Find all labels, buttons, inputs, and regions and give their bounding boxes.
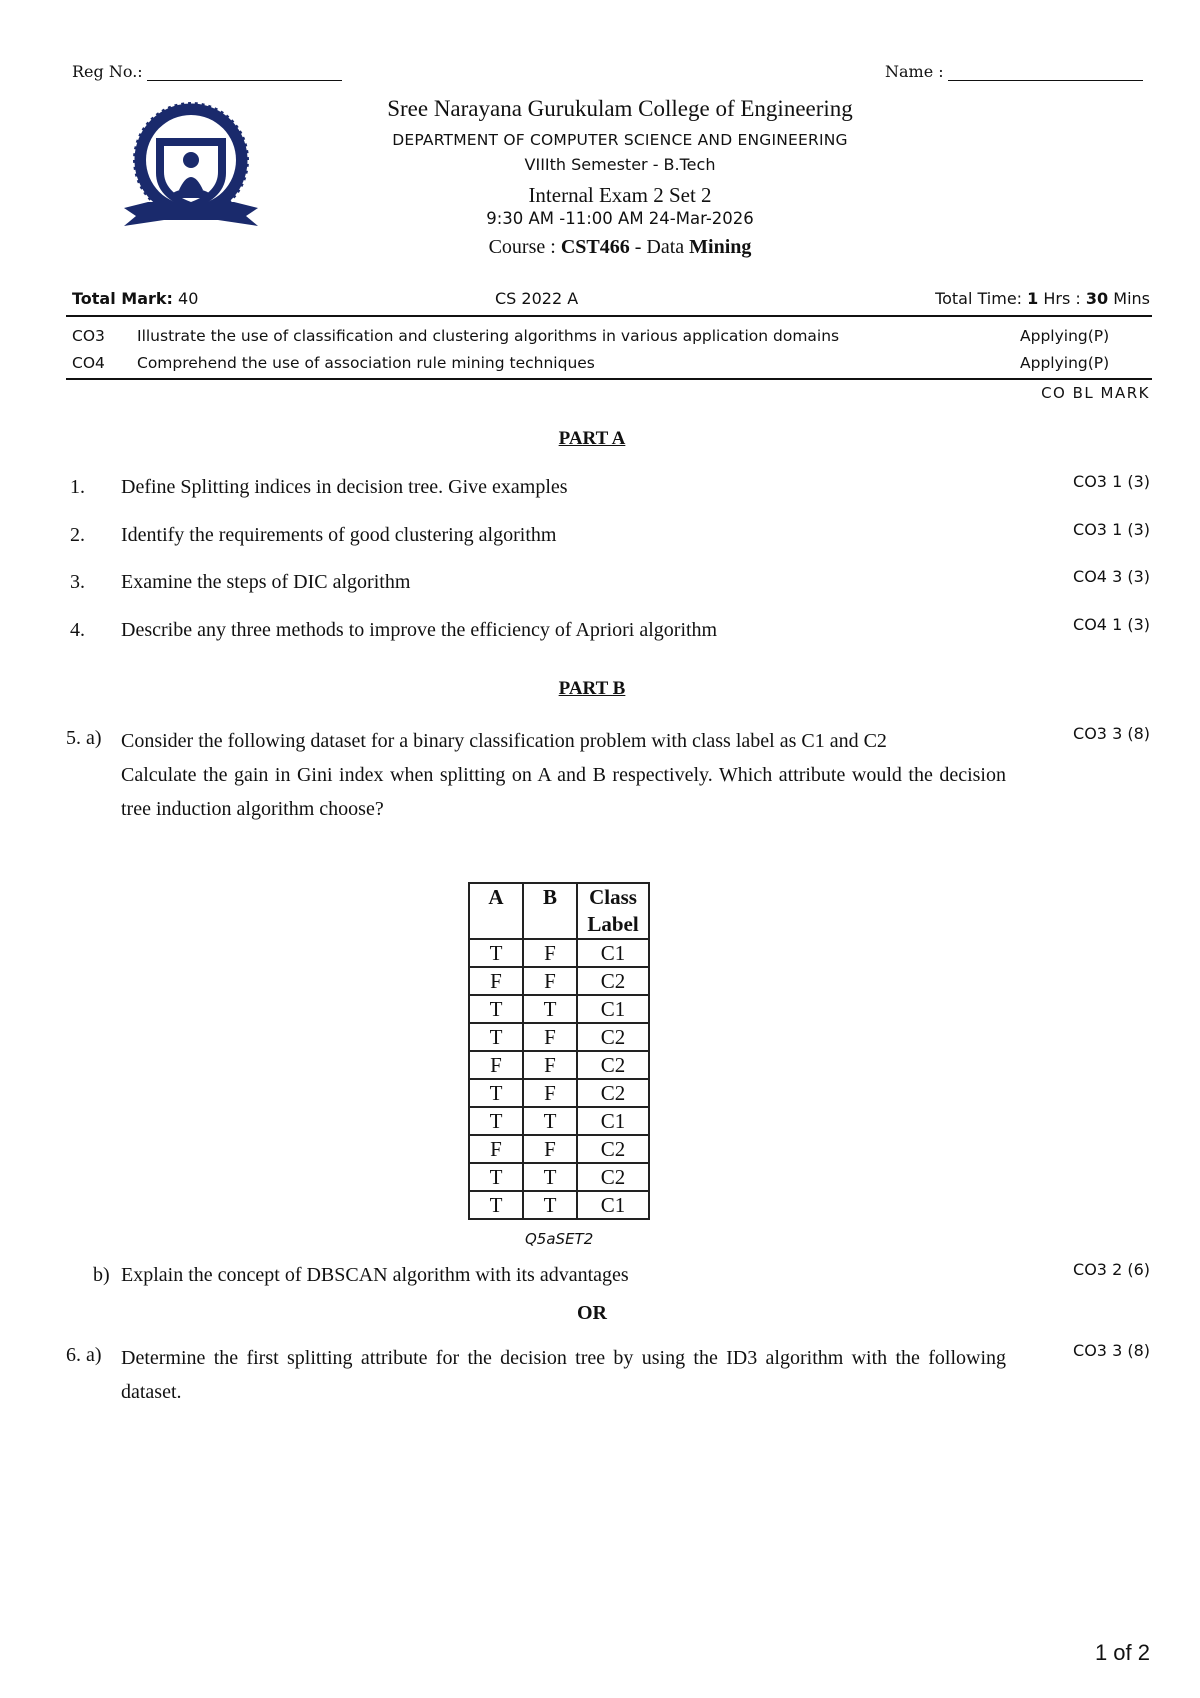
table-cell: C1	[577, 995, 649, 1023]
question-number: 4.	[70, 619, 85, 641]
total-time	[935, 289, 1150, 308]
table-cell: F	[469, 967, 523, 995]
question-number: 2.	[70, 524, 85, 546]
table-cell: T	[523, 1191, 577, 1219]
table-cell: F	[523, 967, 577, 995]
table-cell: T	[469, 1079, 523, 1107]
table-cell: C1	[577, 1191, 649, 1219]
table-row	[469, 1051, 649, 1079]
co-id: CO3	[72, 327, 105, 345]
semester: VIIIth Semester - B.Tech	[524, 155, 716, 174]
question-text: Explain the concept of DBSCAN algorithm with its advantages	[121, 1264, 629, 1286]
table-row	[469, 1023, 649, 1051]
college-name: Sree Narayana Gurukulam College of Engineering	[387, 96, 853, 121]
table-row	[469, 1163, 649, 1191]
table-cell: T	[469, 1163, 523, 1191]
table-header-cell: A	[469, 883, 523, 939]
question-text-line: Calculate the gain in Gini index when splitting on A and B respectively. Which attribute would the decision tree induction algorithm choose?	[121, 764, 1006, 820]
total-mark-value: 40	[178, 289, 199, 308]
total-mark-label: Total Mark:	[72, 289, 173, 308]
co-id: CO4	[72, 354, 105, 372]
department-name: DEPARTMENT OF COMPUTER SCIENCE AND ENGINEERING	[392, 131, 848, 149]
table-cell: C2	[577, 1135, 649, 1163]
question-number: 1.	[70, 476, 85, 498]
reg-no-blank	[147, 64, 342, 81]
total-mark	[72, 289, 198, 308]
table-row	[469, 1191, 649, 1219]
table-row	[469, 1135, 649, 1163]
reg-no-label: Reg No.:	[72, 62, 143, 81]
total-time-label: Total Time:	[935, 289, 1023, 308]
question-text: Define Splitting indices in decision tree. Give examples	[121, 476, 568, 498]
question-text: Determine the first splitting attribute for the decision tree by using the ID3 algorithm with the following dataset.	[121, 1347, 1006, 1403]
table-cell: F	[469, 1051, 523, 1079]
question-text-line: Consider the following dataset for a binary classification problem with class label as C1 and C2	[121, 730, 887, 752]
table-cell: F	[469, 1135, 523, 1163]
question-mark: CO4 3 (3)	[1073, 567, 1150, 586]
table-cell: T	[469, 939, 523, 967]
table-row	[469, 939, 649, 967]
or-separator: OR	[577, 1302, 607, 1324]
question-mark: CO4 1 (3)	[1073, 615, 1150, 634]
batch: CS 2022 A	[495, 289, 579, 308]
table-cell: T	[523, 1163, 577, 1191]
exam-title: Internal Exam 2 Set 2	[528, 183, 712, 207]
table-row	[469, 995, 649, 1023]
course-title-bold: Mining	[689, 236, 752, 258]
question-mark: CO3 3 (8)	[1073, 724, 1150, 743]
table-header-cell: Class Label	[577, 883, 649, 939]
table-cell: F	[523, 1079, 577, 1107]
name-field	[885, 62, 1143, 81]
divider-co	[66, 378, 1152, 380]
page-number: 1 of 2	[1094, 1640, 1150, 1665]
question-mark: CO3 1 (3)	[1073, 472, 1150, 491]
table-cell: C2	[577, 1079, 649, 1107]
name-blank	[948, 64, 1143, 81]
part-b-title: PART B	[558, 678, 626, 699]
table-cell: F	[523, 1051, 577, 1079]
divider-top	[66, 315, 1152, 317]
question-mark: CO3 1 (3)	[1073, 520, 1150, 539]
total-time-mins-label: Mins	[1113, 289, 1150, 308]
table-cell: T	[469, 1023, 523, 1051]
course-title: - Data	[629, 236, 690, 258]
table-cell: T	[469, 1107, 523, 1135]
question-number: b)	[93, 1264, 110, 1286]
co-level: Applying(P)	[1020, 327, 1110, 345]
table-row	[469, 1079, 649, 1107]
exam-timing: 9:30 AM -11:00 AM 24-Mar-2026	[486, 209, 754, 228]
total-time-hrs-label: Hrs :	[1043, 289, 1081, 308]
question-number: 6. a)	[66, 1344, 102, 1366]
table-cell: F	[523, 1023, 577, 1051]
table-cell: T	[523, 1107, 577, 1135]
table-cell: C1	[577, 1107, 649, 1135]
course-label: Course :	[488, 236, 556, 258]
part-a-title: PART A	[558, 428, 626, 449]
table-header-row	[469, 883, 649, 939]
total-time-mins: 30	[1085, 289, 1109, 308]
question-text: Identify the requirements of good clustering algorithm	[121, 524, 557, 546]
question-mark: CO3 2 (6)	[1073, 1260, 1150, 1279]
name-label: Name :	[885, 62, 944, 81]
table-cell: T	[469, 1191, 523, 1219]
question-number: 3.	[70, 571, 85, 593]
question-mark: CO3 3 (8)	[1073, 1341, 1150, 1360]
co-desc: Illustrate the use of classification and clustering algorithms in various application domains	[137, 327, 840, 345]
dataset-table	[468, 882, 650, 1220]
table-row	[469, 1107, 649, 1135]
table-caption: Q5aSET2	[525, 1230, 594, 1248]
table-cell: C1	[577, 939, 649, 967]
question-text: Examine the steps of DIC algorithm	[121, 571, 411, 593]
co-level: Applying(P)	[1020, 354, 1110, 372]
table-header-cell: B	[523, 883, 577, 939]
co-desc: Comprehend the use of association rule mining techniques	[137, 354, 595, 372]
question-text: Describe any three methods to improve the efficiency of Apriori algorithm	[121, 619, 718, 641]
table-row	[469, 967, 649, 995]
reg-no-field	[72, 62, 342, 81]
course-code: CST466	[560, 236, 630, 258]
table-cell: C2	[577, 1051, 649, 1079]
table-cell: F	[523, 1135, 577, 1163]
table-cell: C2	[577, 967, 649, 995]
table-cell: F	[523, 939, 577, 967]
co-bl-mark-header: CO BL MARK	[1041, 384, 1150, 402]
college-logo-emblem	[118, 98, 264, 238]
course-line	[300, 236, 940, 259]
question-number: 5. a)	[66, 727, 102, 749]
question-text	[121, 724, 1006, 826]
total-time-hrs: 1	[1027, 289, 1039, 308]
table-cell: C2	[577, 1023, 649, 1051]
table-cell: T	[523, 995, 577, 1023]
table-cell: C2	[577, 1163, 649, 1191]
table-cell: T	[469, 995, 523, 1023]
